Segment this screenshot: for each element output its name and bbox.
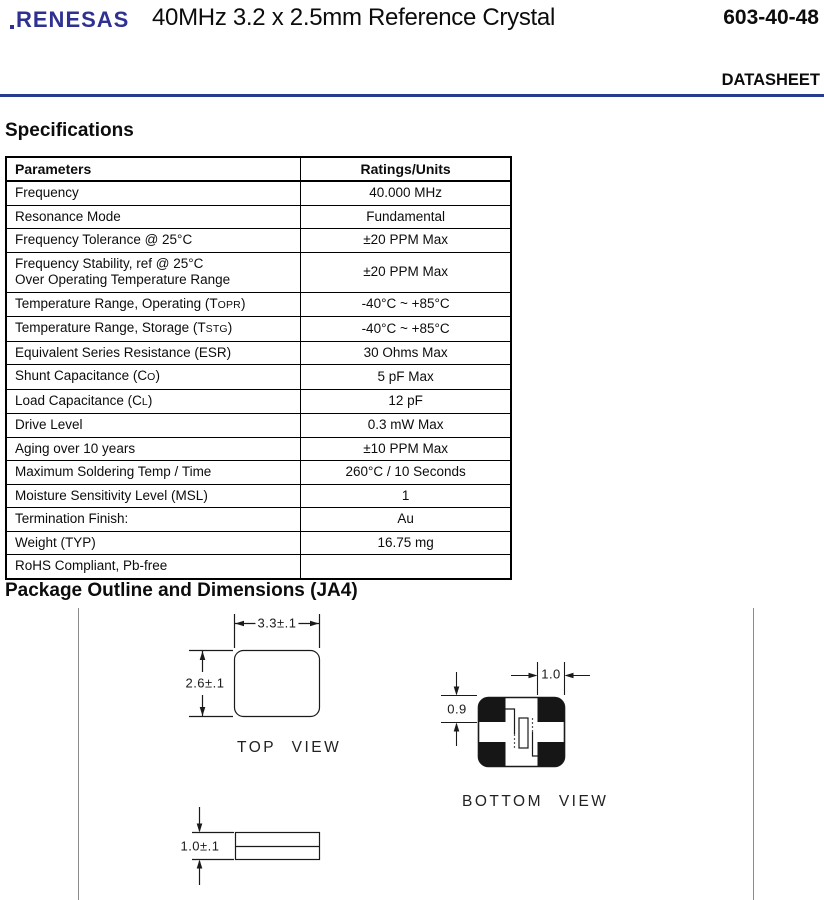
table-header-row — [6, 157, 511, 181]
parameter-cell: Moisture Sensitivity Level (MSL) — [6, 484, 301, 508]
table-row — [6, 229, 511, 253]
top-view-label: TOP VIEW — [237, 739, 342, 756]
parameter-cell: Frequency — [6, 181, 301, 205]
value-cell: 16.75 mg — [301, 531, 511, 555]
bottom-view-pad-height-dim: 0.9 — [447, 701, 467, 717]
top-view-height-dim: 2.6±.1 — [185, 675, 225, 691]
page-title: 40MHz 3.2 x 2.5mm Reference Crystal — [152, 4, 555, 31]
value-cell: 5 pF Max — [301, 365, 511, 390]
top-view-drawing — [189, 614, 320, 717]
parameter-cell: Temperature Range, Operating (TOPR) — [6, 292, 301, 317]
value-cell: 12 pF — [301, 389, 511, 414]
value-cell: ±10 PPM Max — [301, 437, 511, 461]
renesas-logo: RENESAS — [10, 7, 129, 33]
value-cell: 1 — [301, 484, 511, 508]
bottom-view-label: BOTTOM VIEW — [462, 793, 609, 810]
bottom-view-pad-width-dim: 1.0 — [541, 666, 561, 682]
table-row — [6, 252, 511, 292]
package-drawing — [0, 608, 824, 900]
value-cell: ±20 PPM Max — [301, 229, 511, 253]
value-cell: 0.3 mW Max — [301, 414, 511, 438]
table-row — [6, 292, 511, 317]
table-row — [6, 389, 511, 414]
value-cell: ±20 PPM Max — [301, 252, 511, 292]
part-number: 603-40-48 — [723, 6, 819, 29]
parameter-cell: Load Capacitance (CL) — [6, 389, 301, 414]
parameter-cell: Frequency Stability, ref @ 25°C Over Operating Temperature Range — [6, 252, 301, 292]
table-row — [6, 437, 511, 461]
parameter-cell: Drive Level — [6, 414, 301, 438]
datasheet-label: DATASHEET — [721, 71, 820, 89]
value-cell: 260°C / 10 Seconds — [301, 461, 511, 485]
parameter-cell: Shunt Capacitance (CO) — [6, 365, 301, 390]
spec-table-body — [6, 181, 511, 579]
table-row — [6, 181, 511, 205]
table-row — [6, 317, 511, 342]
value-cell: -40°C ~ +85°C — [301, 292, 511, 317]
parameter-cell: Maximum Soldering Temp / Time — [6, 461, 301, 485]
specifications-heading: Specifications — [5, 120, 134, 141]
table-row — [6, 531, 511, 555]
table-row — [6, 414, 511, 438]
table-row — [6, 461, 511, 485]
parameter-cell: Resonance Mode — [6, 205, 301, 229]
table-row — [6, 365, 511, 390]
column-header-parameters: Parameters — [6, 157, 301, 181]
value-cell: 40.000 MHz — [301, 181, 511, 205]
header-rule — [0, 94, 824, 97]
parameter-cell: Aging over 10 years — [6, 437, 301, 461]
value-cell: 30 Ohms Max — [301, 341, 511, 365]
table-row — [6, 341, 511, 365]
specifications-table — [5, 156, 512, 580]
column-header-ratings: Ratings/Units — [301, 157, 511, 181]
package-heading: Package Outline and Dimensions (JA4) — [5, 580, 358, 601]
value-cell: Fundamental — [301, 205, 511, 229]
drawing-lines — [0, 608, 824, 900]
side-view-height-dim: 1.0±.1 — [180, 838, 220, 854]
parameter-cell: Equivalent Series Resistance (ESR) — [6, 341, 301, 365]
parameter-cell: Temperature Range, Storage (TSTG) — [6, 317, 301, 342]
value-cell — [301, 555, 511, 579]
table-row — [6, 205, 511, 229]
parameter-cell: Frequency Tolerance @ 25°C — [6, 229, 301, 253]
parameter-cell: Termination Finish: — [6, 508, 301, 532]
parameter-cell: RoHS Compliant, Pb-free — [6, 555, 301, 579]
value-cell: Au — [301, 508, 511, 532]
table-row — [6, 484, 511, 508]
table-row — [6, 508, 511, 532]
table-row — [6, 555, 511, 579]
parameter-cell: Weight (TYP) — [6, 531, 301, 555]
value-cell: -40°C ~ +85°C — [301, 317, 511, 342]
top-view-width-dim: 3.3±.1 — [257, 615, 297, 631]
